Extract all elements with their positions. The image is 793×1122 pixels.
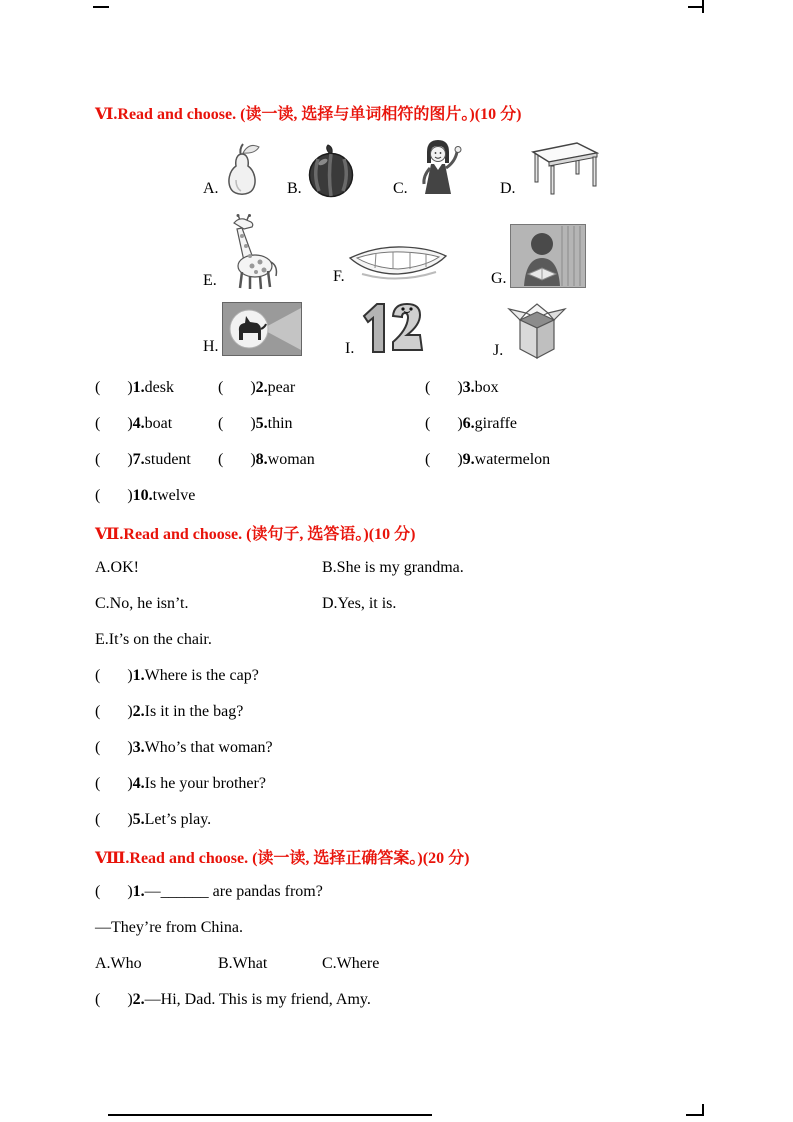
item-number: 3. [132, 739, 145, 756]
item-number: 4. [132, 775, 145, 792]
answer-blank-3 [425, 370, 499, 406]
item-number: 7. [132, 451, 145, 468]
answer-blank-7 [95, 442, 191, 478]
paren-close: ) [127, 739, 133, 756]
thin-dog-icon [222, 302, 302, 356]
paren-close: ) [250, 379, 256, 396]
section-vi-heading [95, 100, 713, 130]
section8-question-1 [95, 874, 713, 910]
answer-row-1 [95, 370, 713, 406]
item-number: 10. [132, 487, 153, 504]
border-remnant-top-right-tick [702, 0, 704, 13]
picture-option-f [333, 240, 448, 286]
question-5 [95, 802, 211, 838]
student-icon [510, 224, 586, 288]
question-2 [95, 694, 243, 730]
section-vii-subtitle: (读句子, 选答语。)(10 分) [242, 526, 416, 543]
picture-letter-d: D. [500, 180, 516, 197]
item-number: 2. [132, 991, 145, 1008]
woman-icon [411, 136, 467, 198]
option-d: D.Yes, it is. [322, 595, 397, 612]
border-remnant-bottom-line [108, 1114, 432, 1116]
picture-option-i [345, 300, 427, 358]
picture-option-h [203, 302, 302, 356]
option-c: C.Where [322, 955, 380, 972]
paren-open: ( [95, 775, 101, 792]
question-text: —Hi, Dad. This is my friend, Amy. [144, 991, 371, 1008]
paren-close: ) [127, 415, 133, 432]
item-number: 2. [132, 703, 145, 720]
answer-blank-2 [218, 370, 295, 406]
answer-row-4 [95, 478, 713, 514]
question-text: Is it in the bag? [144, 703, 244, 720]
item-number: 6. [462, 415, 475, 432]
item-word: woman [267, 451, 315, 468]
paren-open: ( [95, 379, 101, 396]
paren-open: ( [95, 415, 101, 432]
section-vi-subtitle: (读一读, 选择与单词相符的图片。)(10 分) [236, 106, 522, 123]
section8-question-1-options [95, 946, 713, 982]
paren-open: ( [95, 991, 101, 1008]
paren-open: ( [95, 451, 101, 468]
option-a: A.Who [95, 955, 142, 972]
answer-blank-10 [95, 478, 195, 514]
paren-close: ) [457, 379, 463, 396]
item-word: pear [267, 379, 296, 396]
question-text: Let’s play. [144, 811, 212, 828]
item-word: twelve [152, 487, 196, 504]
paren-open: ( [95, 883, 101, 900]
question-row-3 [95, 730, 713, 766]
picture-letter-g: G. [491, 270, 507, 287]
section-vii-heading [95, 520, 713, 550]
answer-blank-9 [425, 442, 550, 478]
paren-close: ) [250, 415, 256, 432]
item-number: 1. [132, 379, 145, 396]
paren-close: ) [127, 379, 133, 396]
item-number: 3. [462, 379, 475, 396]
paren-close: ) [127, 991, 133, 1008]
border-remnant-top-left [93, 6, 109, 8]
answer-blank-5 [218, 406, 293, 442]
section-viii-heading [95, 844, 713, 874]
picture-option-a [203, 142, 262, 198]
paren-open: ( [425, 379, 431, 396]
picture-grid [95, 130, 713, 370]
worksheet-content [95, 100, 713, 1018]
picture-letter-c: C. [393, 180, 408, 197]
paren-open: ( [95, 739, 101, 756]
answer-blank-1 [95, 370, 174, 406]
answer-blank-6 [425, 406, 517, 442]
option-b: B.She is my grandma. [322, 559, 464, 576]
picture-option-d [500, 140, 599, 198]
picture-letter-h: H. [203, 338, 219, 355]
answer-row-2 [95, 406, 713, 442]
item-number: 5. [132, 811, 145, 828]
border-remnant-bottom-right-tick [702, 1104, 704, 1116]
item-word: thin [267, 415, 293, 432]
paren-close: ) [457, 415, 463, 432]
item-number: 1. [132, 883, 145, 900]
option-b: B.What [218, 955, 268, 972]
paren-open: ( [95, 703, 101, 720]
twelve-icon [357, 300, 427, 358]
item-word: box [474, 379, 499, 396]
paren-open: ( [95, 487, 101, 504]
option-row-ab [95, 550, 713, 586]
picture-letter-e: E. [203, 272, 217, 289]
answer-row-3 [95, 442, 713, 478]
item-number: 1. [132, 667, 145, 684]
paren-close: ) [127, 487, 133, 504]
question-4 [95, 766, 266, 802]
item-number: 4. [132, 415, 145, 432]
paren-close: ) [457, 451, 463, 468]
boat-icon [348, 240, 448, 286]
section8-question-1-reply [95, 910, 713, 946]
picture-letter-f: F. [333, 268, 345, 285]
option-row-e [95, 622, 713, 658]
reply-text: —They’re from China. [95, 919, 243, 936]
desk-icon [519, 140, 599, 198]
paren-close: ) [127, 811, 133, 828]
question-row-4 [95, 766, 713, 802]
paren-open: ( [218, 451, 224, 468]
option-c: C.No, he isn’t. [95, 595, 189, 612]
paren-open: ( [95, 811, 101, 828]
section-viii-subtitle: (读一读, 选择正确答案。)(20 分) [248, 850, 470, 867]
answer-blank-4 [95, 406, 172, 442]
item-number: 5. [255, 415, 268, 432]
section8-question-2 [95, 982, 713, 1018]
picture-option-g [491, 224, 586, 288]
section-vi-title: Ⅵ.Read and choose. [95, 106, 237, 123]
question-text: —______ are pandas from? [144, 883, 323, 900]
question-1 [95, 874, 323, 910]
paren-close: ) [127, 667, 133, 684]
question-row-1 [95, 658, 713, 694]
question-2 [95, 982, 371, 1018]
paren-close: ) [127, 883, 133, 900]
picture-letter-j: J. [493, 342, 504, 359]
option-row-cd [95, 586, 713, 622]
paren-close: ) [250, 451, 256, 468]
item-number: 2. [255, 379, 268, 396]
item-word: student [144, 451, 191, 468]
option-e: E.It’s on the chair. [95, 631, 212, 648]
paren-open: ( [95, 667, 101, 684]
item-number: 8. [255, 451, 268, 468]
question-3 [95, 730, 273, 766]
option-a: A.OK! [95, 559, 139, 576]
question-text: Where is the cap? [144, 667, 259, 684]
paren-open: ( [425, 451, 431, 468]
section-viii-title: Ⅷ.Read and choose. [95, 850, 249, 867]
picture-option-c [393, 136, 467, 198]
picture-option-b [287, 144, 357, 198]
paren-open: ( [218, 415, 224, 432]
picture-letter-a: A. [203, 180, 219, 197]
item-word: giraffe [474, 415, 517, 432]
question-1 [95, 658, 259, 694]
question-row-5 [95, 802, 713, 838]
paren-open: ( [218, 379, 224, 396]
paren-close: ) [127, 775, 133, 792]
section-vii-title: Ⅶ.Read and choose. [95, 526, 243, 543]
question-text: Who’s that woman? [144, 739, 273, 756]
picture-option-j [493, 302, 568, 360]
picture-letter-i: I. [345, 340, 355, 357]
pear-icon [222, 142, 262, 198]
question-text: Is he your brother? [144, 775, 266, 792]
item-word: boat [144, 415, 173, 432]
box-icon [506, 302, 568, 360]
giraffe-icon [220, 214, 280, 290]
paren-close: ) [127, 451, 133, 468]
watermelon-icon [305, 144, 357, 198]
picture-letter-b: B. [287, 180, 302, 197]
picture-option-e [203, 214, 280, 290]
paren-open: ( [425, 415, 431, 432]
paren-close: ) [127, 703, 133, 720]
item-word: watermelon [474, 451, 551, 468]
item-number: 9. [462, 451, 475, 468]
answer-blank-8 [218, 442, 315, 478]
item-word: desk [144, 379, 174, 396]
question-row-2 [95, 694, 713, 730]
